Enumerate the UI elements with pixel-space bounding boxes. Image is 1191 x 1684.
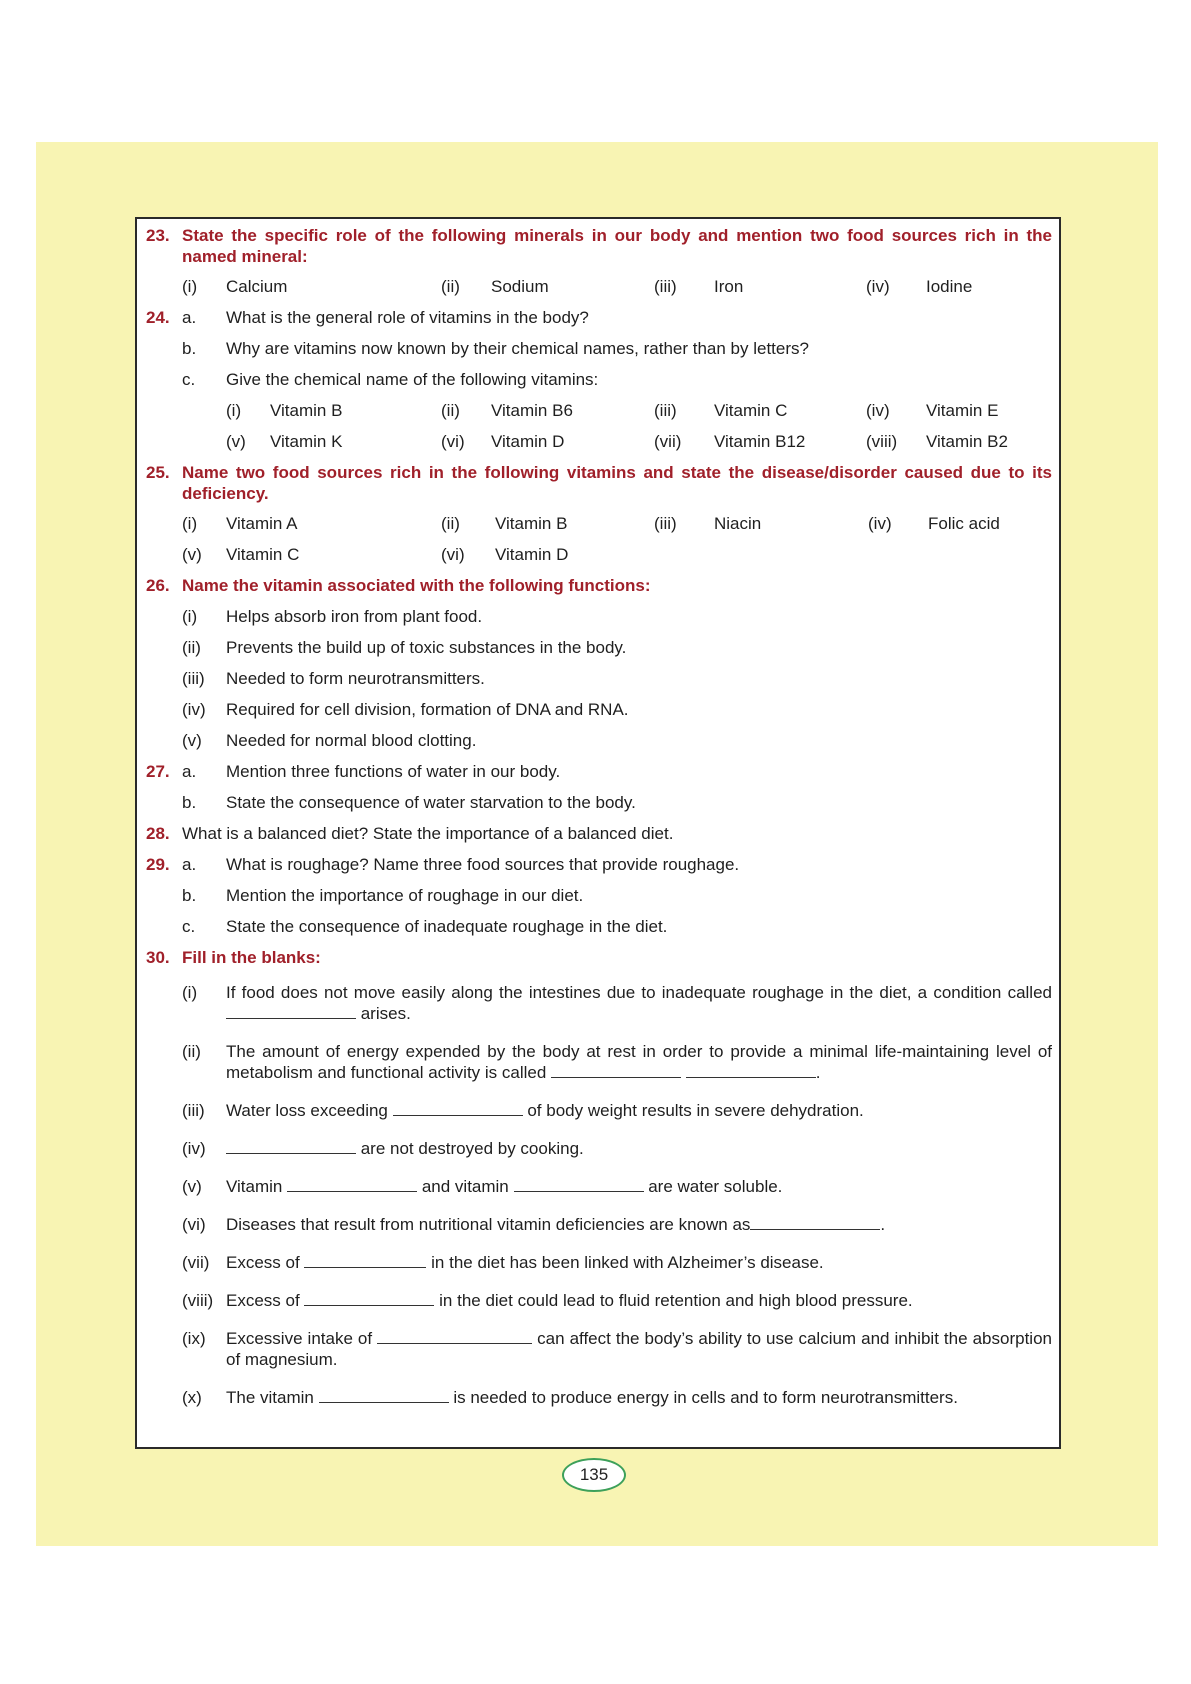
question-29b bbox=[146, 880, 1052, 911]
item-label: (ix) bbox=[182, 1329, 206, 1348]
part-label: a. bbox=[182, 762, 197, 781]
option-text: Vitamin K bbox=[270, 432, 343, 451]
option-label: (ii) bbox=[441, 514, 460, 533]
question-23 bbox=[146, 225, 1052, 267]
answer-blank[interactable] bbox=[750, 1215, 880, 1230]
item-label: (iii) bbox=[182, 1101, 205, 1120]
option-label: (iii) bbox=[654, 277, 677, 296]
item-label: (vi) bbox=[182, 1215, 206, 1234]
question-number: 25. bbox=[146, 463, 170, 482]
item-text: Required for cell division, formation of DNA and RNA. bbox=[226, 700, 629, 719]
answer-blank[interactable] bbox=[304, 1253, 426, 1268]
question-29 bbox=[146, 849, 1052, 880]
question-24b bbox=[146, 333, 1052, 364]
question-number: 26. bbox=[146, 576, 170, 595]
item-text: The amount of energy expended by the body at rest in order to provide a minimal life-maintaining level of metabolism and functional activity is called bbox=[226, 1042, 1052, 1082]
part-text: Why are vitamins now known by their chemical names, rather than by letters? bbox=[226, 339, 809, 358]
option-row bbox=[146, 271, 1052, 302]
option-label: (v) bbox=[182, 545, 202, 564]
question-24c bbox=[146, 364, 1052, 395]
option-label: (iii) bbox=[654, 514, 677, 533]
item-text: Excess of bbox=[226, 1253, 305, 1272]
option-text: Vitamin B12 bbox=[714, 432, 806, 451]
option-text: Vitamin B2 bbox=[926, 432, 1008, 451]
item-text: Helps absorb iron from plant food. bbox=[226, 607, 483, 626]
option-text: Vitamin D bbox=[491, 432, 565, 451]
list-item bbox=[146, 601, 1052, 632]
option-text: Vitamin E bbox=[926, 401, 999, 420]
part-label: a. bbox=[182, 308, 197, 327]
item-text: in the diet could lead to fluid retention and high blood pressure. bbox=[434, 1291, 913, 1310]
blank-item bbox=[146, 1041, 1052, 1083]
option-label: (iii) bbox=[654, 401, 677, 420]
blank-item bbox=[146, 1328, 1052, 1370]
option-text: Calcium bbox=[226, 277, 288, 296]
option-text: Vitamin C bbox=[226, 545, 300, 564]
item-text: arises. bbox=[356, 1004, 411, 1023]
answer-blank[interactable] bbox=[226, 1004, 356, 1019]
item-text: is needed to produce energy in cells and to form neurotransmitters. bbox=[448, 1388, 958, 1407]
item-text: Prevents the build up of toxic substances in the body. bbox=[226, 638, 627, 657]
part-text: Give the chemical name of the following vitamins: bbox=[226, 370, 599, 389]
blank-item bbox=[146, 1252, 1052, 1273]
part-text: State the consequence of water starvation to the body. bbox=[226, 793, 636, 812]
option-label: (i) bbox=[226, 401, 242, 420]
question-number: 28. bbox=[146, 824, 170, 843]
question-number: 23. bbox=[146, 226, 170, 245]
item-label: (vii) bbox=[182, 1253, 210, 1272]
item-text: Excess of bbox=[226, 1291, 305, 1310]
item-label: (i) bbox=[182, 983, 198, 1002]
item-text: Water loss exceeding bbox=[226, 1101, 393, 1120]
option-text: Iron bbox=[714, 277, 744, 296]
part-text: State the consequence of inadequate roughage in the diet. bbox=[226, 917, 668, 936]
blank-item bbox=[146, 1290, 1052, 1311]
question-text: Name the vitamin associated with the following functions: bbox=[182, 576, 651, 595]
option-text: Folic acid bbox=[928, 514, 1000, 533]
part-text: Mention three functions of water in our body. bbox=[226, 762, 561, 781]
answer-blank[interactable] bbox=[514, 1177, 644, 1192]
questions-content bbox=[146, 225, 1052, 1408]
question-number: 30. bbox=[146, 948, 170, 967]
option-label: (iv) bbox=[866, 277, 890, 296]
part-label: b. bbox=[182, 339, 197, 358]
blank-item bbox=[146, 1138, 1052, 1159]
option-label: (viii) bbox=[866, 432, 898, 451]
question-25 bbox=[146, 462, 1052, 504]
part-label: a. bbox=[182, 855, 197, 874]
blank-item bbox=[146, 1176, 1052, 1197]
question-number: 24. bbox=[146, 308, 170, 327]
question-28 bbox=[146, 818, 1052, 849]
part-label: c. bbox=[182, 370, 196, 389]
item-label: (viii) bbox=[182, 1291, 214, 1310]
option-label: (vii) bbox=[654, 432, 682, 451]
list-item bbox=[146, 725, 1052, 756]
question-text: State the specific role of the following minerals in our body and mention two food sources rich in the named mineral: bbox=[182, 226, 1052, 266]
option-text: Sodium bbox=[491, 277, 549, 296]
item-text: . bbox=[880, 1215, 886, 1234]
item-text: Needed for normal blood clotting. bbox=[226, 731, 477, 750]
option-label: (ii) bbox=[441, 277, 460, 296]
option-label: (vi) bbox=[441, 432, 465, 451]
blank-item bbox=[146, 1100, 1052, 1121]
option-text: Vitamin A bbox=[226, 514, 298, 533]
item-label: (iii) bbox=[182, 669, 205, 688]
item-text: can affect the body’s ability to use calcium and inhibit the absorption of magnesium. bbox=[226, 1329, 1052, 1369]
question-30 bbox=[146, 942, 1052, 973]
question-number: 27. bbox=[146, 762, 170, 781]
answer-blank[interactable] bbox=[226, 1139, 356, 1154]
question-text: Name two food sources rich in the following vitamins and state the disease/disorder caused due to its deficiency. bbox=[182, 463, 1052, 503]
part-text: What is the general role of vitamins in the body? bbox=[226, 308, 589, 327]
item-text: and vitamin bbox=[417, 1177, 514, 1196]
option-label: (iv) bbox=[866, 401, 890, 420]
option-label: (i) bbox=[182, 277, 198, 296]
questions-box bbox=[135, 217, 1061, 1449]
option-row bbox=[146, 426, 1052, 457]
option-label: (vi) bbox=[441, 545, 465, 564]
option-text: Vitamin B6 bbox=[491, 401, 573, 420]
question-27b bbox=[146, 787, 1052, 818]
blank-item bbox=[146, 1387, 1052, 1408]
answer-blank[interactable] bbox=[319, 1388, 449, 1403]
option-text: Niacin bbox=[714, 514, 762, 533]
answer-blank[interactable] bbox=[686, 1063, 816, 1078]
answer-blank[interactable] bbox=[551, 1063, 681, 1078]
option-text: Vitamin C bbox=[714, 401, 788, 420]
option-text: Vitamin D bbox=[495, 545, 569, 564]
item-label: (i) bbox=[182, 607, 198, 626]
part-label: b. bbox=[182, 793, 197, 812]
page-number: 135 bbox=[562, 1458, 626, 1492]
item-label: (iv) bbox=[182, 1139, 206, 1158]
question-text: What is a balanced diet? State the importance of a balanced diet. bbox=[182, 824, 674, 843]
question-26 bbox=[146, 570, 1052, 601]
question-text: Fill in the blanks: bbox=[182, 948, 321, 967]
item-text: . bbox=[815, 1063, 821, 1082]
option-row bbox=[146, 508, 1052, 539]
question-27 bbox=[146, 756, 1052, 787]
item-text: The vitamin bbox=[226, 1388, 319, 1407]
answer-blank[interactable] bbox=[304, 1291, 434, 1306]
item-label: (iv) bbox=[182, 700, 206, 719]
item-text: are water soluble. bbox=[643, 1177, 783, 1196]
item-label: (x) bbox=[182, 1388, 202, 1407]
item-text: Diseases that result from nutritional vitamin deficiencies are known as bbox=[226, 1215, 751, 1234]
option-text: Vitamin B bbox=[495, 514, 568, 533]
item-text: are not destroyed by cooking. bbox=[356, 1139, 584, 1158]
item-text: of body weight results in severe dehydration. bbox=[522, 1101, 864, 1120]
question-29c bbox=[146, 911, 1052, 942]
list-item bbox=[146, 663, 1052, 694]
item-label: (v) bbox=[182, 731, 202, 750]
answer-blank[interactable] bbox=[287, 1177, 417, 1192]
blank-item bbox=[146, 982, 1052, 1024]
list-item bbox=[146, 694, 1052, 725]
item-text: in the diet has been linked with Alzheimer’s disease. bbox=[426, 1253, 824, 1272]
option-text: Vitamin B bbox=[270, 401, 343, 420]
item-label: (v) bbox=[182, 1177, 202, 1196]
option-text: Iodine bbox=[926, 277, 973, 296]
item-text: Excessive intake of bbox=[226, 1329, 378, 1348]
part-label: c. bbox=[182, 917, 196, 936]
item-text: Vitamin bbox=[226, 1177, 288, 1196]
answer-blank[interactable] bbox=[393, 1101, 523, 1116]
option-row bbox=[146, 395, 1052, 426]
option-label: (ii) bbox=[441, 401, 460, 420]
option-label: (v) bbox=[226, 432, 246, 451]
option-row bbox=[146, 539, 1052, 570]
blank-item bbox=[146, 1214, 1052, 1235]
option-label: (i) bbox=[182, 514, 198, 533]
list-item bbox=[146, 632, 1052, 663]
answer-blank[interactable] bbox=[377, 1329, 532, 1344]
part-text: What is roughage? Name three food sources that provide roughage. bbox=[226, 855, 740, 874]
question-number: 29. bbox=[146, 855, 170, 874]
item-text: Needed to form neurotransmitters. bbox=[226, 669, 485, 688]
part-label: b. bbox=[182, 886, 197, 905]
item-text: If food does not move easily along the intestines due to inadequate roughage in the diet, a condition called bbox=[226, 983, 1052, 1002]
option-label: (iv) bbox=[868, 514, 892, 533]
question-24 bbox=[146, 302, 1052, 333]
item-label: (ii) bbox=[182, 1042, 201, 1061]
item-label: (ii) bbox=[182, 638, 201, 657]
part-text: Mention the importance of roughage in our diet. bbox=[226, 886, 584, 905]
